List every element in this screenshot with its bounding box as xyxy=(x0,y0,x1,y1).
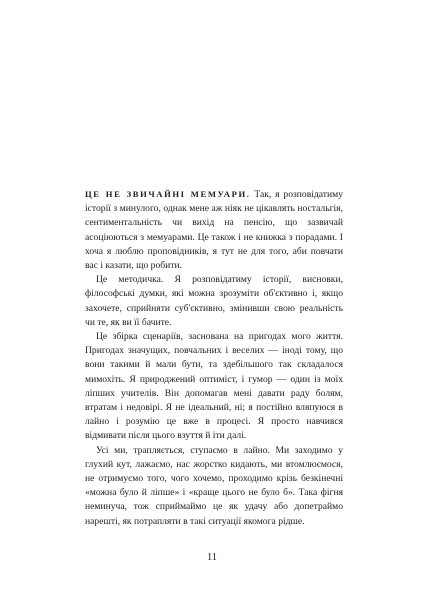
paragraph-2: Це методичка. Я розповідатиму історії, висновки, філософські думки, які можна зрозуміти об'єктивно і, якщо захочете, сприйняти суб'єктивно, змінивши свою реальність чи те, як ви її бачите. xyxy=(85,274,343,328)
body-text xyxy=(85,187,343,529)
paragraph-1-text: Так, я розповідатиму історії з минулого, однак мене аж ніяк не цікавлять ностальгія, сентиментальність чи вихід на пенсію, що зазвичай асоціюються з мемуарами. Це також і не книжка з порадами. І хоча я люблю проповідників, я тут не для того, аби повчати вас і казати, що робити. xyxy=(85,189,343,272)
paragraph-3: Це збірка сценаріїв, заснована на пригодах мого життя. Пригодах значущих, повчальних і веселих — іноді тому, що вони такими й мали бути, та здебільшого так складалося мимохіть. Я природжений оптиміст, і гумор — один із моїх ліпших учителів. Він допомагав мені давати раду болям, втратам і недовірі. Я не ідеальний, ні; я постійно вляпуюся в лайно і розумію це вже в процесі. Я просто навчився відмивати після цього взуття й іти далі. xyxy=(85,331,343,442)
page-number: 11 xyxy=(206,552,218,563)
paragraph-1 xyxy=(85,187,343,273)
paragraph-4: Усі ми, трапляється, ступаємо в лайно. Ми заходимо у глухий кут, лажаємо, нас жорстко кидають, ми втомлюємося, не отримуємо того, чого хочемо, проходимо крізь безкінечні «можна було й ліпше» і «краще цього не було б». Така фігня неминуча, тож сприймаймо це як удачу або допетраймо нарешті, як потрапляти в такі ситуації якомога рідше. xyxy=(85,444,343,527)
lead-in-small-caps: ЦЕ НЕ ЗВИЧАЙНІ МЕМУАРИ. xyxy=(85,189,251,199)
